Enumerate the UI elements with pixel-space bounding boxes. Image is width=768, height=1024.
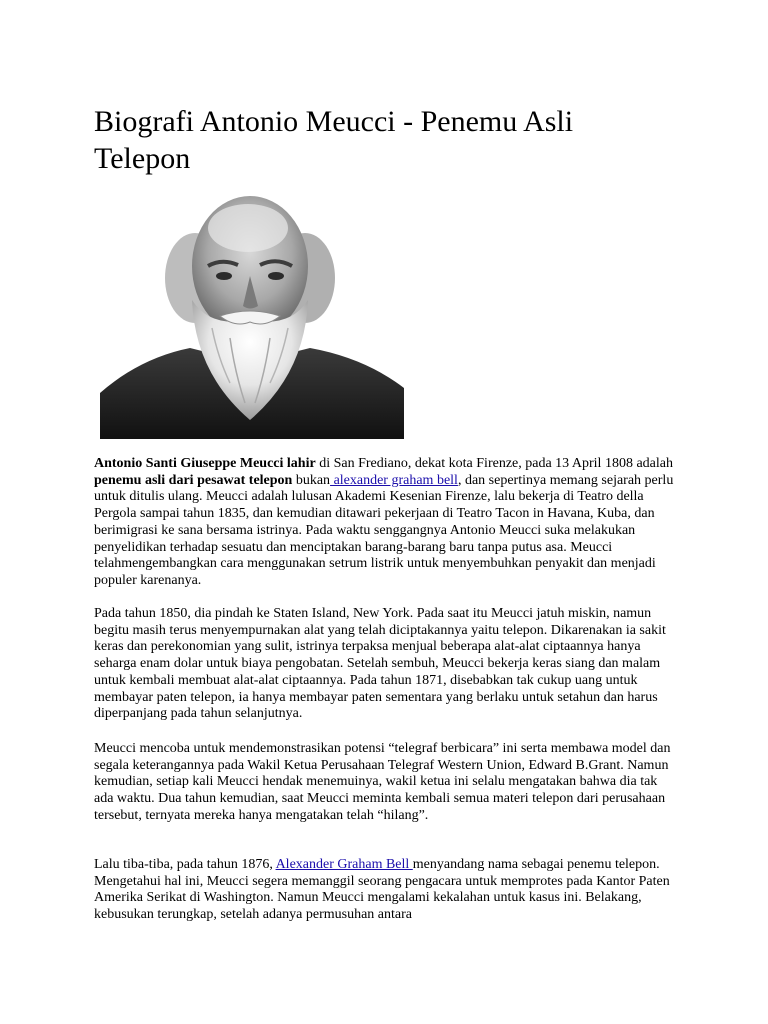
paragraph-3: Meucci mencoba untuk mendemonstrasikan potensi “telegraf berbicara” ini serta membawa model dan segala keterangannya pada Wakil Ketua Perusahaan Telegraf Western Union, Edward B.Grant. Namun kemudian, setiap kali Meucci hendak menemuinya, wakil ketua ini selalu mengatakan bahwa dia tak ada waktu. Dua tahun kemudian, saat Meucci meminta kembali semua materi telepon dari perusahaan tersebut, ternyata mereka hanya mengatakan telah “hilang”. [94,741,671,823]
page-title: Biografi Antonio Meucci - Penemu Asli Telepon [94,105,574,175]
link-alexander-graham-bell[interactable]: alexander graham bell [330,472,458,488]
portrait-image [100,188,404,439]
p1-text-b: bukan [292,472,331,488]
p4-text-b: menyandang nama sebagai penemu telepon. Mengetahui hal ini, Meucci segera memanggil seorang pengacara untuk memprotes pada Kantor Paten Amerika Serikat di Washington. Namun Meucci mengalami kekalahan untuk kasus ini. Belakang, kebusukan terungkap, setelah adanya permusuhan antara [94,857,670,923]
paragraph-2: Pada tahun 1850, dia pindah ke Staten Island, New York. Pada saat itu Meucci jatuh miskin, namun begitu masih terus menyempurnakan alat yang telah diciptakannya yaitu telepon. Dikarenakan ia sakit keras dan perekonomian yang sulit, istrinya terpaksa menjual beberapa alat-alat ciptaannya hanya seharga enam dolar untuk biaya pengobatan. Setelah sembuh, Meucci bekerja keras siang dan malam untuk kembali membuat alat-alat ciptaannya. Pada tahun 1871, disebabkan tak cukup uang untuk membayar paten telepon, ia hanya membayar paten sementara yang berlaku untuk setahun dan harus diperpanjang pada tahun selanjutnya. [94,606,666,722]
bold-inventor: penemu asli dari pesawat telepon [94,472,293,488]
link-alexander-graham-bell-2[interactable]: Alexander Graham Bell [275,857,413,872]
p1-text-a: di San Frediano, dekat kota Firenze, pada 13 April 1808 adalah [315,456,673,471]
paragraph-1 [94,456,674,590]
p4-text-a: Lalu tiba-tiba, pada tahun 1876, [94,857,276,872]
bold-name: Antonio Santi Giuseppe Meucci lahir [94,456,316,471]
paragraph-4 [94,857,674,924]
p1-text-c: , dan sepertinya memang sejarah perlu untuk ditulis ulang. Meucci adalah lulusan Akademi Kesenian Firenze, lalu bekerja di Teatro della Pergola sampai tahun 1835, dan kemudian ditawari pekerjaan di Teatro Tacon in Havana, Kuba, dan berimigrasi ke sana bersama istrinya. Pada waktu senggangnya Antonio Meucci suka melakukan penyelidikan terhadap sesuatu dan menciptakan barang-barang baru tanpa putus asa. Meucci telahmengembangkan cara menggunakan setrum listrik untuk menyembuhkan penyakit dan menjadi populer karenanya. [94,472,674,588]
